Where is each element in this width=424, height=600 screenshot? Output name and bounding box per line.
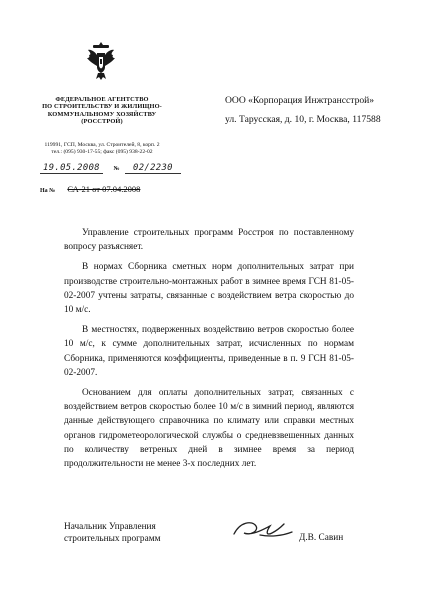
agency-line: ПО СТРОИТЕЛЬСТВУ И ЖИЛИЩНО- (42, 103, 162, 111)
body-paragraph: Управление строительных программ Росстроя по поставленному вопросу разъясняет. (64, 228, 354, 253)
agency-line: КОММУНАЛЬНОМУ ХОЗЯЙСТВУ (47, 110, 157, 118)
signer-position-line: строительных программ (64, 534, 161, 545)
body-paragraph: В местностях, подверженных воздействию ветров скоростью более 10 м/с, к сумме дополнительных затрат, исчисленных по нормам Сборника, применяются коэффициенты, приведенные в п. 9 ГСН 81-05-02-2007. (64, 325, 354, 378)
agency-line: ФЕДЕРАЛЬНОЕ АГЕНТСТВО (55, 96, 149, 103)
agency-line: (РОССТРОЙ) (81, 118, 123, 126)
signer-name: Д.В. Савин (299, 533, 344, 543)
recipient-address: ул. Тарусская, д. 10, г. Москва, 117588 (225, 114, 381, 125)
letter-body (64, 226, 354, 477)
outgoing-date-number (40, 162, 181, 173)
address-line: 119991, ГСП, Москва, ул. Строителей, 8, корп. 2 (44, 142, 160, 148)
recipient-org: ООО «Корпорация Инжтрансстрой» (225, 95, 375, 106)
outgoing-number: 02/2230 (125, 163, 181, 174)
recipient-block (225, 95, 410, 133)
body-paragraph: В нормах Сборника сметных норм дополнительных затрат при производстве строительно-монтажных работ в зимнее время ГСН 81-05-02-2007 учтены затраты, связанные с воздействием ветра скоростью до 10 м/с. (64, 262, 354, 316)
coat-of-arms-icon (85, 40, 117, 82)
signer-position (64, 521, 160, 546)
number-label: № (113, 166, 120, 172)
sender-agency-name (28, 96, 176, 126)
signer-position-line: Начальник Управления (64, 522, 156, 532)
body-paragraph: Основанием для оплаты дополнительных затрат, связанных с воздействием ветров скоростью более 10 м/с в зимний период, являются данные действующего справочника по климату или справки местных органов гидрометеорологической службы о средневзвешенных данных по количеству ветреных дней в зимнее время за период продолжительности не менее 3-х последних лет. (64, 388, 354, 470)
handwritten-signature (226, 514, 296, 544)
ref-label: На № (40, 188, 56, 194)
ref-value: СА-21 от 07.04.2008 (67, 184, 141, 194)
sender-address (28, 142, 176, 155)
incoming-reference (40, 184, 140, 194)
address-line: тел.: (095) 930-17-55; факс (095) 938-22-02 (51, 148, 153, 155)
outgoing-date: 19.05.2008 (40, 163, 103, 174)
